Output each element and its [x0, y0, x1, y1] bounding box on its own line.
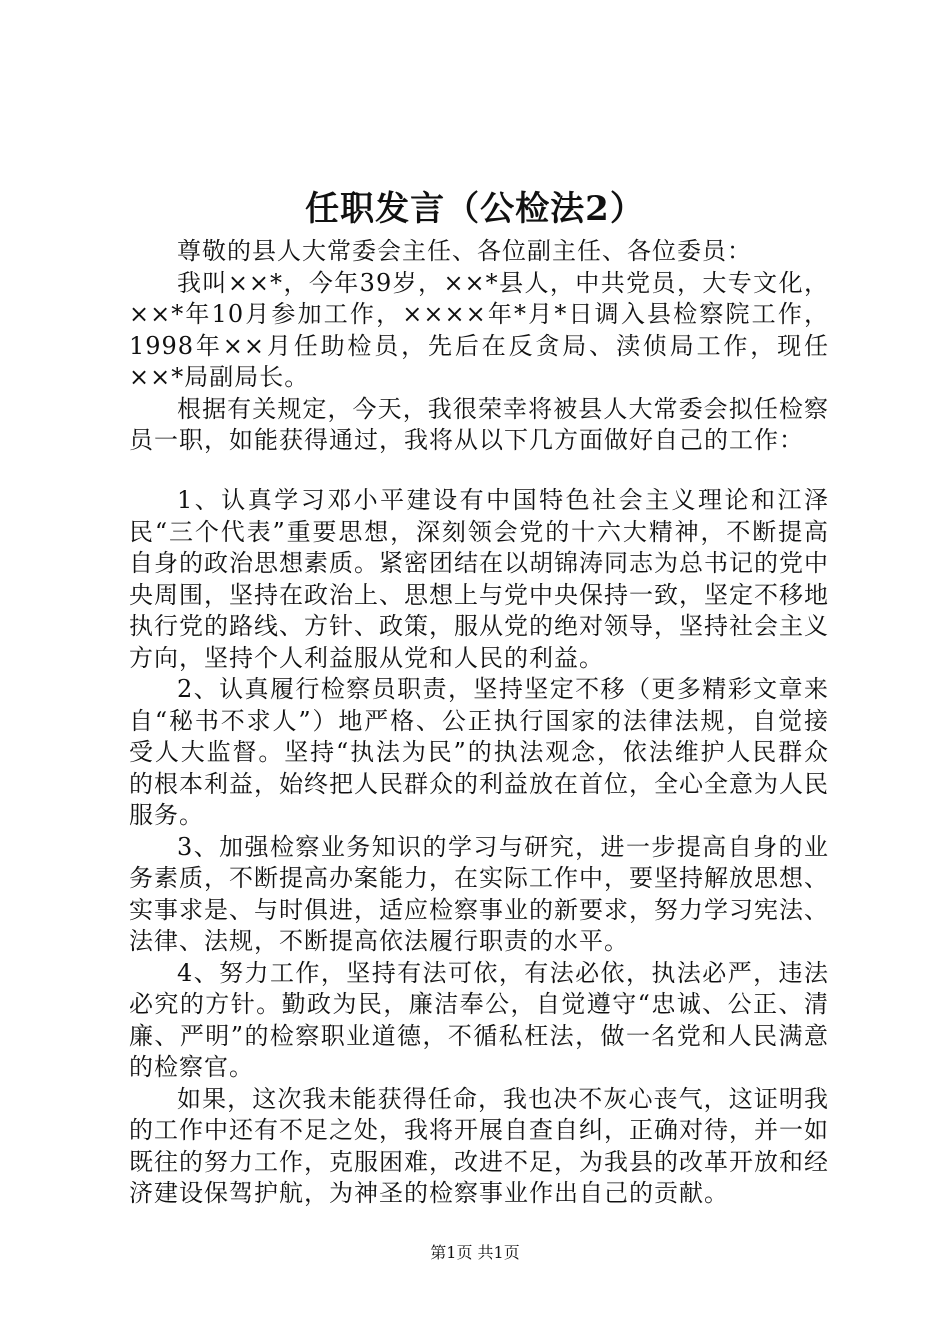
point-paragraph-3: 3、加强检察业务知识的学习与研究，进一步提高自身的业务素质，不断提高办案能力，在实际工作中，要坚持解放思想、实事求是、与时俱进，适应检察事业的新要求，努力学习宪法、法律、法规，不断提高依法履行职责的水平。	[129, 832, 829, 955]
document-body	[129, 485, 829, 1210]
document-title: 任职发言（公检法2）	[305, 189, 645, 229]
closing-paragraph: 如果，这次我未能获得任命，我也决不灰心丧气，这证明我的工作中还有不足之处，我将开展自查自纠，正确对待，并一如既往的努力工作，克服困难，改进不足，为我县的改革开放和经济建设保驾护航，为神圣的检察事业作出自己的贡献。	[129, 1084, 829, 1207]
page-number-footer: 第1页 共1页	[430, 1243, 520, 1262]
point-paragraph-4: 4、努力工作，坚持有法可依，有法必依，执法必严，违法必究的方针。勤政为民，廉洁奉公，自觉遵守“忠诚、公正、清廉、严明”的检察职业道德，不循私枉法，做一名党和人民满意的检察官。	[129, 958, 829, 1081]
lead-paragraph: 根据有关规定，今天，我很荣幸将被县人大常委会拟任检察员一职，如能获得通过，我将从以下几方面做好自己的工作：	[129, 394, 829, 454]
document-opening	[129, 236, 829, 457]
intro-paragraph: 我叫××*，今年39岁，××*县人，中共党员，大专文化，××*年10月参加工作，××××年*月*日调入县检察院工作，1998年××月任助检员，先后在反贪局、渎侦局工作，现任××*局副局长。	[129, 268, 829, 391]
salutation-paragraph: 尊敬的县人大常委会主任、各位副主任、各位委员：	[177, 237, 752, 265]
point-paragraph-1: 1、认真学习邓小平建设有中国特色社会主义理论和江泽民“三个代表”重要思想，深刻领会党的十六大精神，不断提高自身的政治思想素质。紧密团结在以胡锦涛同志为总书记的党中央周围，坚持在政治上、思想上与党中央保持一致，坚定不移地执行党的路线、方针、政策，服从党的绝对领导，坚持社会主义方向，坚持个人利益服从党和人民的利益。	[129, 486, 829, 672]
point-paragraph-2: 2、认真履行检察员职责，坚持坚定不移（更多精彩文章来自“秘书不求人”）地严格、公正执行国家的法律法规，自觉接受人大监督。坚持“执法为民”的执法观念，依法维护人民群众的根本利益，始终把人民群众的利益放在首位，全心全意为人民服务。	[129, 675, 829, 829]
